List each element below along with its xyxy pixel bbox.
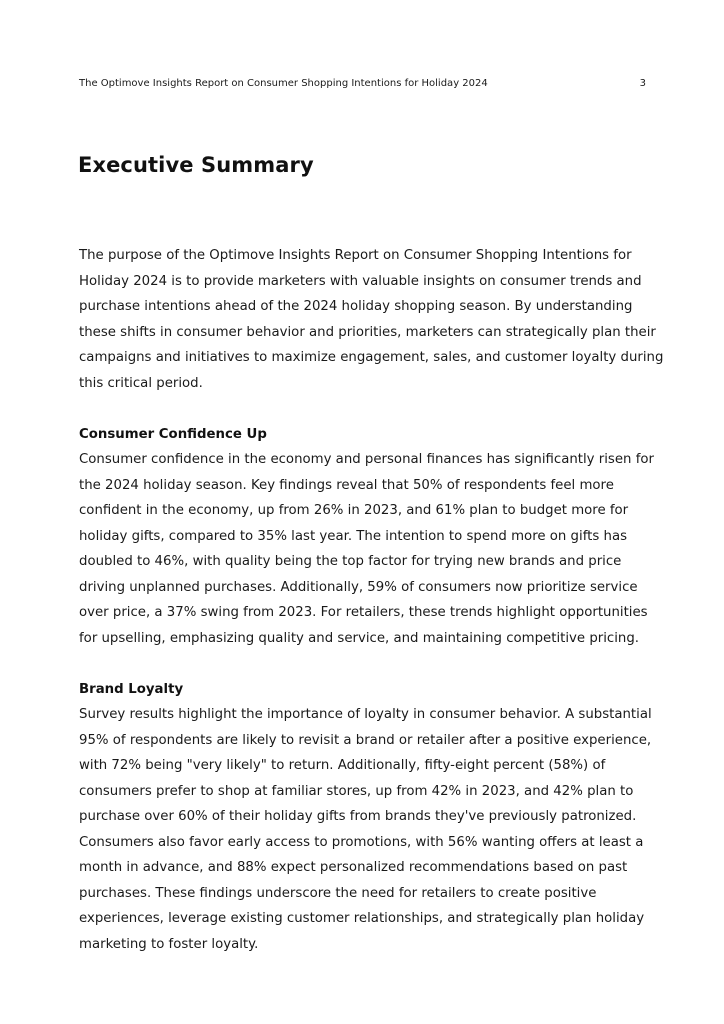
- section-heading: Consumer Confidence Up: [79, 426, 267, 442]
- section-body: Consumer confidence in the economy and personal finances has significantly risen for the 2024 holiday season. Key findings reveal that 50% of respondents feel more confident in the economy, up from 26% in 2023, and 61% plan to budget more for holiday gifts, compared to 35% last year. The intention to spend more on gifts has doubled to 46%, with quality being the top factor for trying new brands and price driving unplanned purchases. Additionally, 59% of consumers now prioritize service over price, a 37% swing from 2023. For retailers, these trends highlight opportunities for upselling, emphasizing quality and service, and maintaining competitive pricing.: [79, 452, 654, 646]
- page-title: Executive Summary: [78, 153, 314, 177]
- section-brand-loyalty: [79, 677, 664, 958]
- report-title: The Optimove Insights Report on Consumer Shopping Intentions for Holiday 2024: [79, 78, 488, 89]
- section-consumer-confidence: [79, 422, 664, 652]
- intro-paragraph: The purpose of the Optimove Insights Report on Consumer Shopping Intentions for Holiday 2024 is to provide marketers with valuable insights on consumer trends and purchase intentions ahead of the 2024 holiday shopping season. By understanding these shifts in consumer behavior and priorities, marketers can strategically plan their campaigns and initiatives to maximize engagement, sales, and customer loyalty during this critical period.: [79, 248, 664, 391]
- document-body: [79, 243, 664, 957]
- section-body: Survey results highlight the importance of loyalty in consumer behavior. A substantial 95% of respondents are likely to revisit a brand or retailer after a positive experience, with 72% being "very likely" to return. Additionally, fifty-eight percent (58%) of consumers prefer to shop at familiar stores, up from 42% in 2023, and 42% plan to purchase over 60% of their holiday gifts from brands they've previously patronized. Consumers also favor early access to promotions, with 56% wanting offers at least a month in advance, and 88% expect personalized recommendations based on past purchases. These findings underscore the need for retailers to create positive experiences, leverage existing customer relationships, and strategically plan holiday marketing to foster loyalty.: [79, 707, 652, 952]
- section-heading: Brand Loyalty: [79, 681, 184, 697]
- page-number: 3: [639, 78, 646, 89]
- running-header: [79, 77, 646, 91]
